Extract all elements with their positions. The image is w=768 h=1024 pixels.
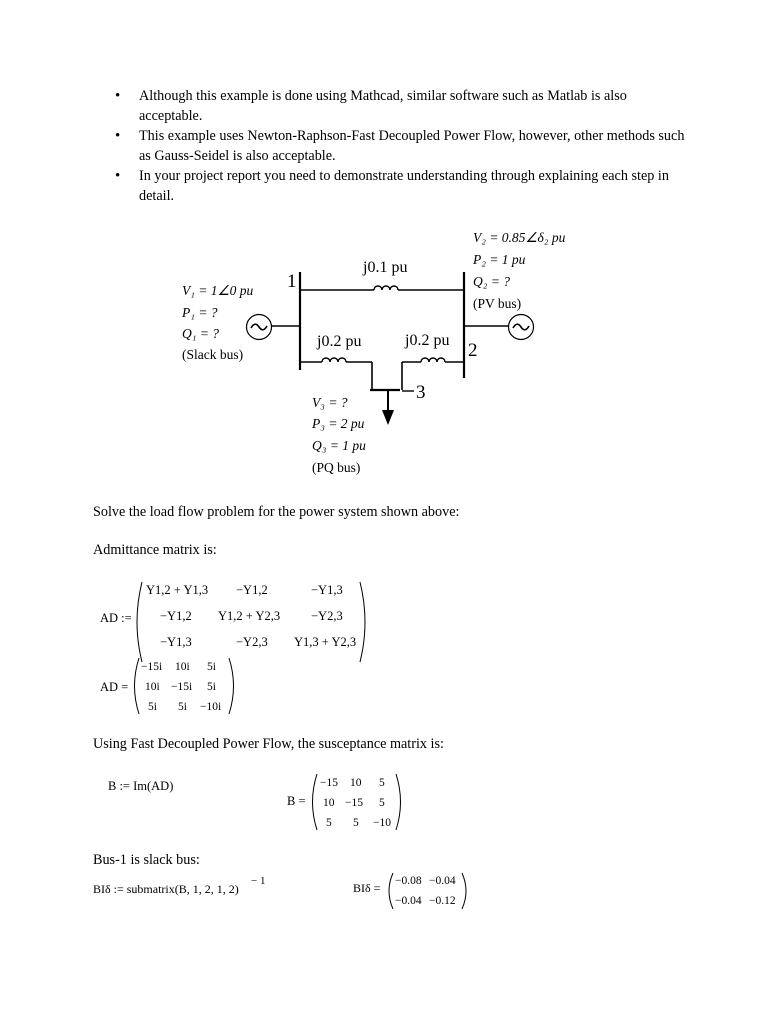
power-system-diagram xyxy=(0,0,768,490)
ad-val-cell: 5i xyxy=(207,661,216,673)
line-12-label: j0.1 pu xyxy=(363,259,408,276)
b-val-cell: 10 xyxy=(350,777,362,789)
math-text: B = xyxy=(287,794,306,808)
bus-2-number: 2 xyxy=(468,340,478,361)
bus-1-data xyxy=(181,283,254,362)
ad-val-cell: −10i xyxy=(200,701,222,713)
ad-def-cell: −Y1,3 xyxy=(160,635,192,649)
susceptance-matrix xyxy=(0,768,768,838)
math-text: Q₃ = 1 pu xyxy=(312,438,366,453)
math-text: AD = xyxy=(100,680,129,694)
bi-val-cell: −0.04 xyxy=(429,875,456,887)
inductor-line-13 xyxy=(322,358,346,362)
b-val-cell: −15 xyxy=(345,797,363,809)
bullet-item: • This example uses Newton-Raphson-Fast Decoupled Power Flow, however, other methods such as Gauss-Seidel is also acceptable. xyxy=(113,126,693,166)
load-arrow-icon xyxy=(382,410,394,425)
ad-val-cell: 5i xyxy=(207,681,216,693)
math-text: BIδ := submatrix(B, 1, 2, 1, 2) xyxy=(93,882,239,896)
ad-val-cell: 5i xyxy=(148,701,157,713)
inductor-line-23 xyxy=(421,358,445,362)
math-text: V₁ = 1∠0 pu xyxy=(182,283,254,298)
math-text: (Slack bus) xyxy=(182,347,244,362)
math-text: V₃ = ? xyxy=(312,395,348,410)
math-text: P₃ = 2 pu xyxy=(312,416,365,431)
line-23-label: j0.2 pu xyxy=(405,332,450,349)
math-text: Q₁ = ? xyxy=(182,326,220,341)
ad-def-cell: −Y1,2 xyxy=(160,609,192,623)
ad-val-cell: 10i xyxy=(145,681,160,693)
ad-def-cell: −Y2,3 xyxy=(236,635,268,649)
ad-val-cell: 10i xyxy=(175,661,190,673)
math-text: P₂ = 1 pu xyxy=(473,252,526,267)
admittance-heading: Admittance matrix is: xyxy=(93,542,217,558)
b-val-cell: −15 xyxy=(320,777,338,789)
bus-1-number: 1 xyxy=(287,271,297,292)
math-text: (PV bus) xyxy=(473,296,522,311)
bullet-item: • Although this example is done using Mathcad, similar software such as Matlab is also acceptable. xyxy=(113,86,693,126)
bullet-item: • In your project report you need to demonstrate understanding through explaining each step in detail. xyxy=(113,166,693,206)
math-text: B := Im(AD) xyxy=(108,779,174,793)
ad-def-cell: −Y1,3 xyxy=(311,583,343,597)
bus-3-number: 3 xyxy=(416,382,426,403)
ad-def-cell: Y1,2 + Y2,3 xyxy=(218,609,281,623)
bus-3-data xyxy=(311,395,366,475)
ad-def-cell: −Y2,3 xyxy=(311,609,343,623)
b-val-cell: 5 xyxy=(379,777,385,789)
math-text: − 1 xyxy=(251,875,266,887)
admittance-definition xyxy=(0,570,768,720)
ad-def-cell: Y1,3 + Y2,3 xyxy=(294,635,357,649)
inverse-submatrix xyxy=(0,868,768,918)
ad-def-cell: −Y1,2 xyxy=(236,583,268,597)
ad-val-cell: −15i xyxy=(171,681,193,693)
bi-val-cell: −0.08 xyxy=(395,875,422,887)
b-val-cell: 10 xyxy=(323,797,335,809)
math-text: (PQ bus) xyxy=(312,460,361,475)
math-text: Q₂ = ? xyxy=(473,274,511,289)
fast-decoupled-heading: Using Fast Decoupled Power Flow, the susceptance matrix is: xyxy=(93,736,444,752)
b-val-cell: −10 xyxy=(373,817,391,829)
ad-val-cell: −15i xyxy=(141,661,163,673)
math-text: BIδ = xyxy=(353,881,381,895)
bus-2-data xyxy=(472,230,566,311)
slack-bus-heading: Bus-1 is slack bus: xyxy=(93,852,200,868)
line-13-label: j0.2 pu xyxy=(317,333,362,350)
bi-val-cell: −0.04 xyxy=(395,895,422,907)
b-val-cell: 5 xyxy=(379,797,385,809)
math-text: AD := xyxy=(100,611,132,625)
ad-val-cell: 5i xyxy=(178,701,187,713)
b-val-cell: 5 xyxy=(326,817,332,829)
b-val-cell: 5 xyxy=(353,817,359,829)
inductor-line-12 xyxy=(374,286,398,290)
math-text: V₂ = 0.85∠δ₂ pu xyxy=(473,230,566,245)
bi-val-cell: −0.12 xyxy=(429,895,456,907)
ad-def-cell: Y1,2 + Y1,3 xyxy=(146,583,209,597)
solve-statement: Solve the load flow problem for the power system shown above: xyxy=(93,504,460,520)
math-text: P₁ = ? xyxy=(182,305,218,320)
